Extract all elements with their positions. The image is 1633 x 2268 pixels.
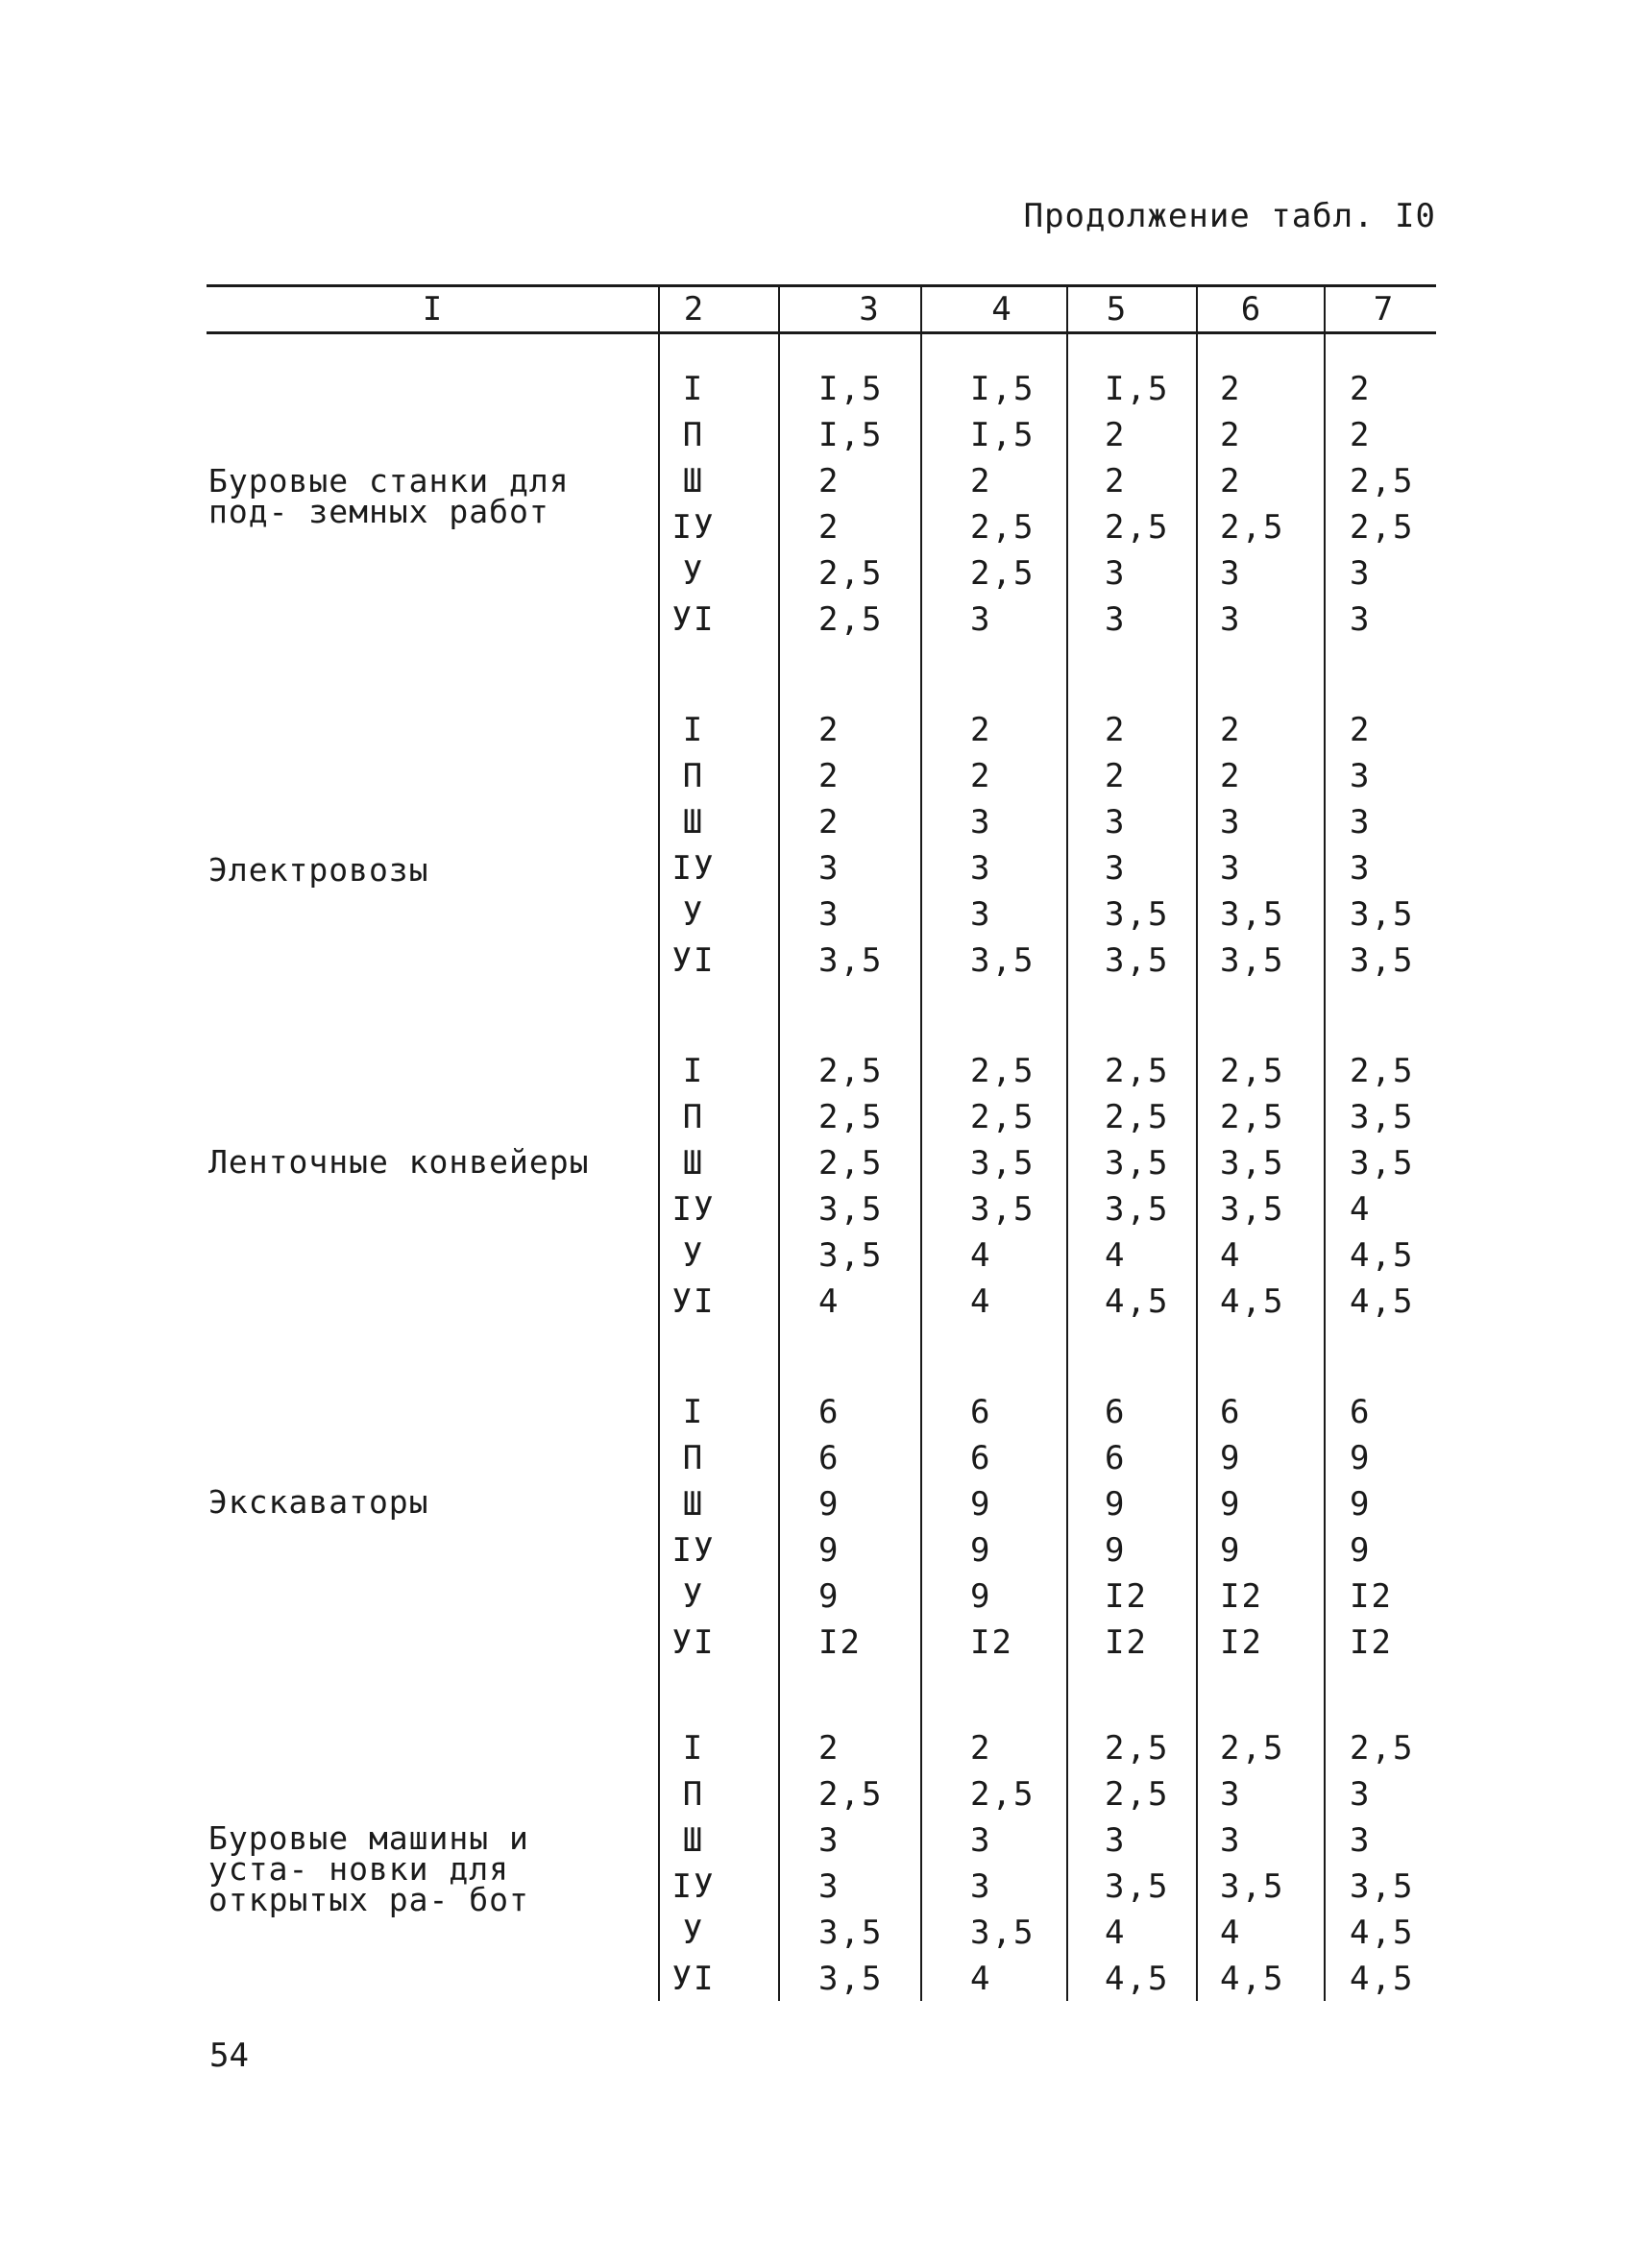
- value-cell: 9: [818, 1485, 841, 1524]
- category-cell: УI: [671, 1282, 716, 1321]
- value-cell: I,5: [818, 416, 884, 454]
- value-cell: 6: [818, 1393, 841, 1431]
- value-cell: 6: [970, 1439, 992, 1477]
- value-cell: 3: [1220, 849, 1242, 888]
- column-divider-5: [1196, 286, 1198, 2001]
- value-cell: 3: [818, 849, 841, 888]
- value-cell: 4,5: [1220, 1960, 1285, 1998]
- value-cell: 9: [1350, 1439, 1372, 1477]
- category-cell: IУ: [671, 1190, 716, 1229]
- category-cell: I: [682, 1393, 705, 1431]
- value-cell: 4,5: [1350, 1236, 1415, 1275]
- value-cell: I,5: [970, 416, 1036, 454]
- value-cell: 2,5: [1220, 1729, 1285, 1768]
- value-cell: 4: [1220, 1914, 1242, 1952]
- value-cell: 3: [970, 600, 992, 639]
- value-cell: 2: [970, 462, 992, 500]
- value-cell: 9: [1220, 1439, 1242, 1477]
- value-cell: 2,5: [970, 554, 1036, 593]
- value-cell: 4: [970, 1282, 992, 1321]
- category-cell: У: [682, 1914, 705, 1952]
- value-cell: 3: [1220, 1775, 1242, 1814]
- category-cell: У: [682, 554, 705, 593]
- value-cell: I,5: [818, 370, 884, 408]
- category-cell: УI: [671, 600, 716, 639]
- category-cell: П: [682, 416, 705, 454]
- value-cell: 4: [970, 1236, 992, 1275]
- column-divider-2: [778, 286, 780, 2001]
- value-cell: 3: [1350, 1775, 1372, 1814]
- value-cell: 3: [1105, 554, 1127, 593]
- value-cell: 2: [1220, 462, 1242, 500]
- category-cell: УI: [671, 1623, 716, 1662]
- value-cell: 2,5: [1220, 508, 1285, 547]
- value-cell: 2: [1105, 462, 1127, 500]
- value-cell: 3: [1350, 600, 1372, 639]
- page-number: 54: [209, 2036, 249, 2075]
- value-cell: 3: [1220, 803, 1242, 841]
- value-cell: 3,5: [1220, 941, 1285, 980]
- value-cell: 2: [1105, 757, 1127, 795]
- value-cell: 4: [1220, 1236, 1242, 1275]
- value-cell: 3,5: [1105, 895, 1170, 934]
- value-cell: 2: [818, 757, 841, 795]
- value-cell: 3: [970, 895, 992, 934]
- value-cell: 6: [1105, 1439, 1127, 1477]
- value-cell: 4,5: [1105, 1282, 1170, 1321]
- column-header-6: 6: [1240, 290, 1261, 329]
- value-cell: 2,5: [970, 508, 1036, 547]
- value-cell: 6: [1220, 1393, 1242, 1431]
- value-cell: 2: [1220, 416, 1242, 454]
- value-cell: 2,5: [1350, 462, 1415, 500]
- category-cell: У: [682, 1236, 705, 1275]
- value-cell: 6: [1350, 1393, 1372, 1431]
- value-cell: 2: [1220, 757, 1242, 795]
- value-cell: 3,5: [818, 1914, 884, 1952]
- value-cell: 3: [818, 1867, 841, 1906]
- value-cell: 3,5: [1105, 941, 1170, 980]
- value-cell: 2,5: [818, 1144, 884, 1183]
- table-caption: Продолжение табл. I0: [1023, 197, 1436, 235]
- value-cell: 3,5: [970, 1914, 1036, 1952]
- value-cell: 3,5: [970, 941, 1036, 980]
- category-cell: Ш: [682, 1485, 705, 1524]
- value-cell: 4,5: [1350, 1914, 1415, 1952]
- category-cell: I: [682, 711, 705, 749]
- value-cell: 3: [818, 1821, 841, 1860]
- value-cell: 9: [1220, 1485, 1242, 1524]
- category-cell: IУ: [671, 1531, 716, 1570]
- value-cell: 3: [1220, 554, 1242, 593]
- value-cell: 9: [970, 1485, 992, 1524]
- category-cell: Ш: [682, 1144, 705, 1183]
- value-cell: 3,5: [1350, 1098, 1415, 1136]
- value-cell: 3: [1105, 803, 1127, 841]
- column-header-5: 5: [1106, 290, 1127, 329]
- value-cell: 9: [970, 1531, 992, 1570]
- value-cell: 2,5: [1105, 508, 1170, 547]
- value-cell: 2: [1105, 416, 1127, 454]
- column-header-4: 4: [991, 290, 1011, 329]
- value-cell: 4: [1105, 1914, 1127, 1952]
- value-cell: 2: [1350, 370, 1372, 408]
- category-cell: Ш: [682, 803, 705, 841]
- value-cell: 3,5: [1105, 1867, 1170, 1906]
- value-cell: 2: [970, 757, 992, 795]
- value-cell: 3,5: [970, 1190, 1036, 1229]
- value-cell: 3: [1350, 803, 1372, 841]
- column-header-1: I: [422, 290, 443, 329]
- column-divider-3: [920, 286, 922, 2001]
- value-cell: 2,5: [1105, 1098, 1170, 1136]
- group-name-belt-conveyors: Ленточные конвейеры: [208, 1143, 590, 1181]
- value-cell: 2: [970, 711, 992, 749]
- value-cell: 3,5: [1220, 1144, 1285, 1183]
- value-cell: I,5: [970, 370, 1036, 408]
- column-header-3: 3: [859, 290, 879, 329]
- value-cell: 9: [970, 1577, 992, 1616]
- value-cell: I,5: [1105, 370, 1170, 408]
- value-cell: 2,5: [1350, 1729, 1415, 1768]
- value-cell: 3,5: [1220, 1190, 1285, 1229]
- category-cell: I: [682, 370, 705, 408]
- value-cell: I2: [1105, 1577, 1148, 1616]
- category-cell: У: [682, 1577, 705, 1616]
- value-cell: 2: [1220, 370, 1242, 408]
- value-cell: 9: [1105, 1485, 1127, 1524]
- category-cell: УI: [671, 1960, 716, 1998]
- value-cell: 3: [970, 849, 992, 888]
- group-name-electric-locomotives: Электровозы: [208, 851, 429, 889]
- value-cell: 3,5: [818, 1960, 884, 1998]
- value-cell: 6: [1105, 1393, 1127, 1431]
- value-cell: 9: [1350, 1485, 1372, 1524]
- value-cell: 3: [1350, 849, 1372, 888]
- group-name-drilling-rigs-underground: Буровые станки для под- земных работ: [208, 462, 570, 530]
- value-cell: 2,5: [1220, 1098, 1285, 1136]
- value-cell: 2,5: [1105, 1052, 1170, 1090]
- category-cell: П: [682, 1439, 705, 1477]
- value-cell: I2: [1350, 1577, 1393, 1616]
- value-cell: 4,5: [1220, 1282, 1285, 1321]
- value-cell: 3: [1220, 600, 1242, 639]
- value-cell: 3,5: [1220, 895, 1285, 934]
- value-cell: 6: [970, 1393, 992, 1431]
- value-cell: 4,5: [1350, 1282, 1415, 1321]
- group-name-excavators: Экскаваторы: [208, 1483, 429, 1521]
- column-header-2: 2: [683, 290, 704, 329]
- value-cell: 9: [1350, 1531, 1372, 1570]
- value-cell: 2,5: [970, 1775, 1036, 1814]
- value-cell: 2,5: [970, 1098, 1036, 1136]
- value-cell: 3,5: [818, 941, 884, 980]
- value-cell: 4: [1105, 1236, 1127, 1275]
- value-cell: 3,5: [1350, 941, 1415, 980]
- category-cell: I: [682, 1052, 705, 1090]
- value-cell: 3,5: [1220, 1867, 1285, 1906]
- value-cell: 2,5: [818, 1775, 884, 1814]
- value-cell: 3: [970, 803, 992, 841]
- category-cell: Ш: [682, 462, 705, 500]
- value-cell: 2,5: [818, 600, 884, 639]
- value-cell: I2: [1220, 1577, 1263, 1616]
- value-cell: 3,5: [818, 1190, 884, 1229]
- column-divider-4: [1066, 286, 1068, 2001]
- value-cell: 4: [970, 1960, 992, 1998]
- column-header-7: 7: [1373, 290, 1394, 329]
- value-cell: 9: [1220, 1531, 1242, 1570]
- value-cell: 2,5: [1350, 508, 1415, 547]
- value-cell: 2,5: [818, 1098, 884, 1136]
- value-cell: 2,5: [1105, 1729, 1170, 1768]
- category-cell: УI: [671, 941, 716, 980]
- value-cell: 4,5: [1350, 1960, 1415, 1998]
- value-cell: 2,5: [818, 554, 884, 593]
- value-cell: 6: [818, 1439, 841, 1477]
- value-cell: 2,5: [1105, 1775, 1170, 1814]
- value-cell: 2,5: [818, 1052, 884, 1090]
- value-cell: 3,5: [1350, 1144, 1415, 1183]
- value-cell: 3: [970, 1867, 992, 1906]
- value-cell: 2: [818, 462, 841, 500]
- value-cell: 3: [1105, 1821, 1127, 1860]
- value-cell: 2: [818, 803, 841, 841]
- category-cell: IУ: [671, 1867, 716, 1906]
- category-cell: Ш: [682, 1821, 705, 1860]
- value-cell: 2,5: [1220, 1052, 1285, 1090]
- value-cell: 2,5: [970, 1052, 1036, 1090]
- value-cell: 2: [970, 1729, 992, 1768]
- value-cell: 2: [818, 508, 841, 547]
- category-cell: У: [682, 895, 705, 934]
- category-cell: I: [682, 1729, 705, 1768]
- value-cell: 3,5: [1105, 1144, 1170, 1183]
- value-cell: 3: [1105, 849, 1127, 888]
- value-cell: I2: [1350, 1623, 1393, 1662]
- column-divider-6: [1324, 286, 1326, 2001]
- value-cell: 3: [1350, 554, 1372, 593]
- value-cell: I2: [818, 1623, 862, 1662]
- value-cell: 2: [1350, 711, 1372, 749]
- value-cell: 3: [1350, 757, 1372, 795]
- value-cell: 3: [818, 895, 841, 934]
- category-cell: П: [682, 1098, 705, 1136]
- value-cell: 3: [1220, 1821, 1242, 1860]
- category-cell: IУ: [671, 849, 716, 888]
- value-cell: 2: [1350, 416, 1372, 454]
- value-cell: 3,5: [1350, 1867, 1415, 1906]
- value-cell: 3,5: [1105, 1190, 1170, 1229]
- value-cell: 3,5: [970, 1144, 1036, 1183]
- value-cell: 3: [1105, 600, 1127, 639]
- value-cell: 4: [1350, 1190, 1372, 1229]
- value-cell: 2: [818, 1729, 841, 1768]
- value-cell: 9: [1105, 1531, 1127, 1570]
- value-cell: 2: [1220, 711, 1242, 749]
- value-cell: 2: [818, 711, 841, 749]
- value-cell: 4,5: [1105, 1960, 1170, 1998]
- value-cell: 9: [818, 1531, 841, 1570]
- category-cell: П: [682, 1775, 705, 1814]
- table-header-rule: [207, 331, 1436, 334]
- value-cell: 9: [818, 1577, 841, 1616]
- category-cell: IУ: [671, 508, 716, 547]
- value-cell: I2: [1105, 1623, 1148, 1662]
- value-cell: 3,5: [1350, 895, 1415, 934]
- value-cell: 4: [818, 1282, 841, 1321]
- value-cell: 3: [970, 1821, 992, 1860]
- table-top-rule: [207, 284, 1436, 287]
- category-cell: П: [682, 757, 705, 795]
- value-cell: I2: [970, 1623, 1013, 1662]
- value-cell: 2,5: [1350, 1052, 1415, 1090]
- value-cell: I2: [1220, 1623, 1263, 1662]
- value-cell: 2: [1105, 711, 1127, 749]
- value-cell: 3,5: [818, 1236, 884, 1275]
- value-cell: 3: [1350, 1821, 1372, 1860]
- group-name-drilling-machines-open-pit: Буровые машины и уста- новки для открытых ра- бот: [208, 1819, 529, 1918]
